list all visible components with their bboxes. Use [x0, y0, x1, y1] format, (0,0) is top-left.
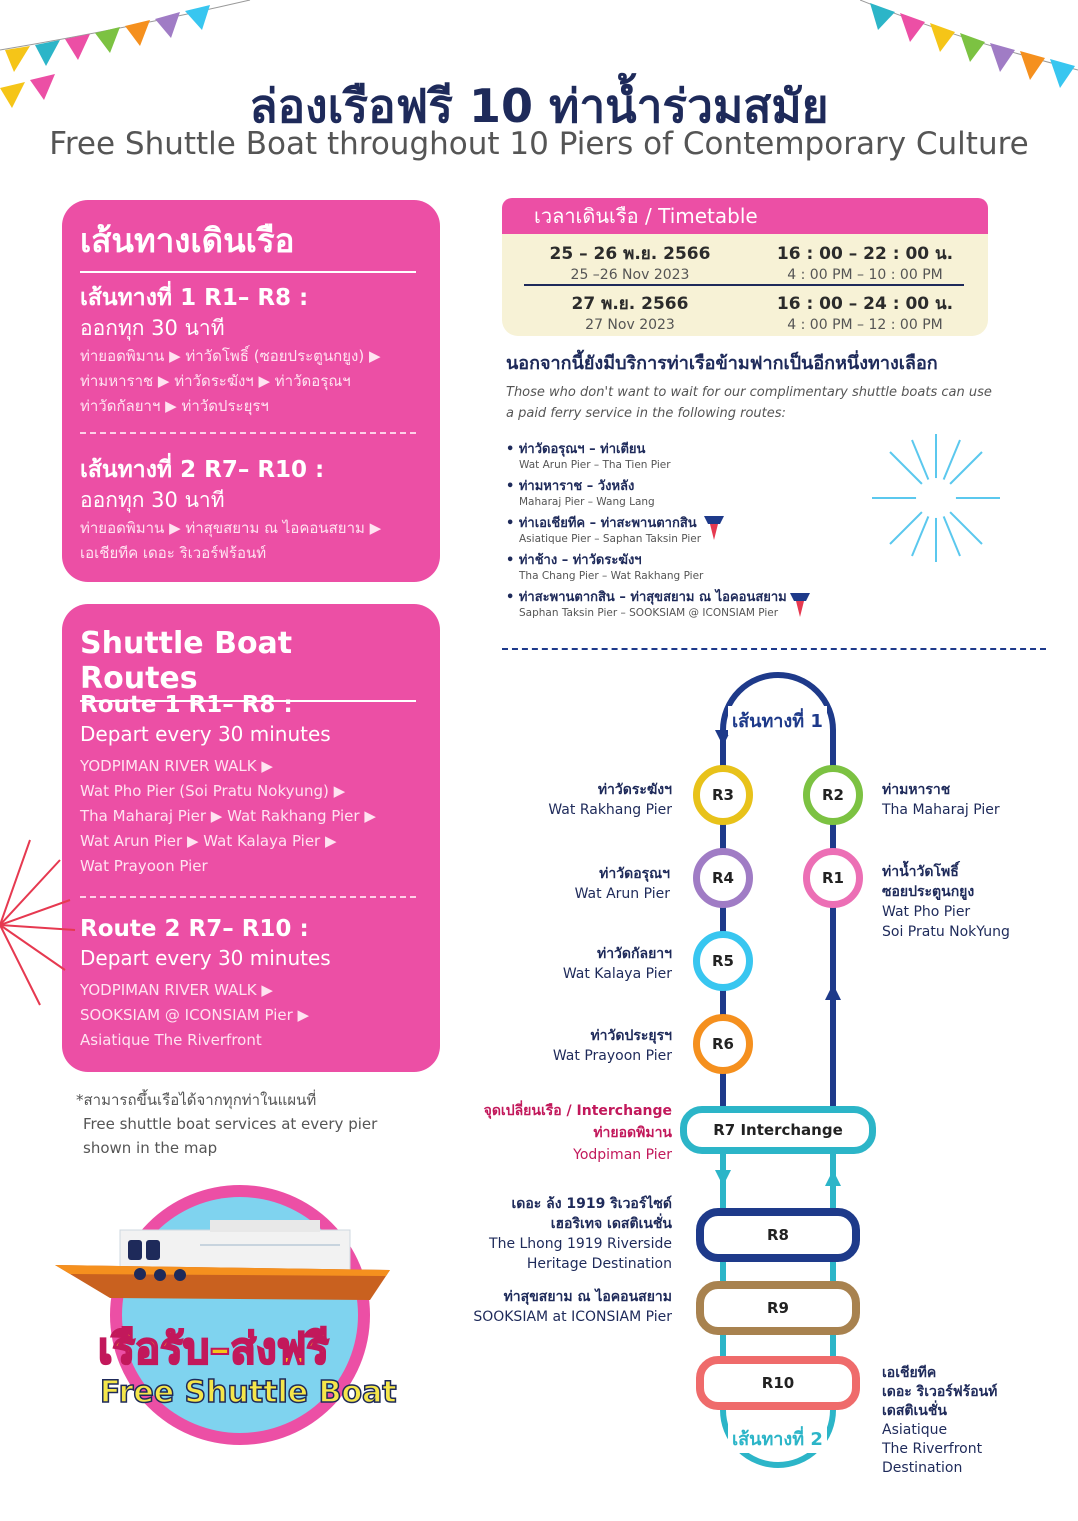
ferry-route-thai: ท่ามหาราช – วังหลัง	[518, 479, 635, 494]
pier-label-r4	[470, 864, 670, 904]
pier-label-r1	[882, 862, 1072, 942]
pier-label-english: Asiatique	[882, 1422, 948, 1438]
firework-right-decoration	[868, 430, 1004, 566]
english-route1-frequency: Depart every 30 minutes	[80, 722, 331, 746]
pier-label-r8	[440, 1194, 672, 1274]
ferry-heading: นอกจากนี้ยังมีบริการท่าเรือข้ามฟากเป็นอีกหนึ่งทางเลือก	[506, 353, 938, 374]
page-title-thai: ล่องเรือฟรี 10 ท่าน้ำร่วมสมัย	[249, 79, 829, 133]
pier-label-english: SOOKSIAM at ICONSIAM Pier	[473, 1309, 672, 1325]
pier-label-thai: ท่ายอดพิมาน	[593, 1125, 672, 1141]
ferry-route-thai: ท่าสะพานตากสิน – ท่าสุขสยาม ณ ไอคอนสยาม	[518, 590, 787, 605]
thai-route2-title: เส้นทางที่ 2 R7– R10 :	[80, 457, 325, 483]
free-shuttle-boat-logo	[50, 1180, 400, 1480]
ferry-route-english: Asiatique Pier – Saphan Taksin Pier	[519, 533, 702, 545]
english-route2-stops-line: YODPIMAN RIVER WALK ▶	[80, 981, 273, 999]
thai-routes-heading: เส้นทางเดินเรือ	[80, 214, 416, 273]
footnote-english-line: shown in the map	[83, 1139, 218, 1157]
ferry-route-thai: ท่าช้าง – ท่าวัดระฆังฯ	[518, 553, 642, 568]
english-route1-title: Route 1 R1– R8 :	[80, 692, 293, 718]
english-route1-stops-line: Tha Maharaj Pier ▶ Wat Rakhang Pier ▶	[80, 807, 376, 825]
thai-route1-stops-line: ท่ามหาราช ▶ ท่าวัดระฆังฯ ▶ ท่าวัดอรุณฯ	[80, 372, 351, 390]
english-route1-stops-line: Wat Prayoon Pier	[80, 857, 208, 875]
thai-route2-frequency: ออกทุก 30 นาที	[80, 488, 225, 512]
pier-label-english: Wat Rakhang Pier	[548, 802, 672, 818]
thai-route1-title: เส้นทางที่ 1 R1– R8 :	[80, 285, 309, 311]
timetable-time-thai: 16 : 00 – 24 : 00 น.	[776, 294, 954, 314]
pier-label-r6	[470, 1026, 672, 1066]
pier-label-thai: เดสติเนชั่น	[882, 1403, 947, 1419]
timetable-date-thai: 27 พ.ย. 2566	[571, 294, 689, 314]
ferry-route-item: • ท่าช้าง – ท่าวัดระฆังฯ Tha Chang Pier – Wat Rakhang Pier	[506, 549, 836, 586]
pier-node-r7-interchange[interactable]: R7 Interchange	[680, 1106, 876, 1154]
pier-node-r4[interactable]: R4	[693, 848, 753, 908]
pier-label-english: Wat Kalaya Pier	[562, 966, 672, 982]
timetable-card	[502, 198, 988, 336]
pier-label-english: Wat Pho Pier	[882, 904, 971, 920]
ferry-operator-icon	[788, 591, 812, 619]
pier-node-r1[interactable]: R1	[803, 848, 863, 908]
pier-label-thai: จุดเปลี่ยนเรือ / Interchange	[483, 1103, 672, 1119]
pier-label-thai: ท่าวัดอรุณฯ	[599, 866, 670, 882]
ferry-route-item: • ท่ามหาราช – วังหลัง Maharaj Pier – Wang Lang	[506, 475, 836, 512]
pier-label-r9	[440, 1287, 672, 1327]
timetable-date-english: 25 –26 Nov 2023	[570, 267, 690, 283]
pier-label-thai: ท่าสุขสยาม ณ ไอคอนสยาม	[503, 1289, 672, 1305]
logo-text-thai: เรือรับ–ส่งฟรี	[98, 1324, 329, 1373]
pier-label-thai: เดอะ ริเวอร์ฟร้อนท์	[882, 1384, 998, 1400]
pier-node-r8[interactable]: R8	[696, 1208, 860, 1262]
pier-label-thai: ท่าวัดประยุรฯ	[590, 1028, 672, 1044]
pier-label-thai: เดอะ ล้ง 1919 ริเวอร์ไซด์	[511, 1196, 672, 1212]
footnote-thai: *สามารถขึ้นเรือได้จากทุกท่าในแผนที่	[76, 1091, 317, 1109]
thai-route1-frequency: ออกทุก 30 นาที	[80, 316, 225, 340]
pier-label-thai: ซอยประตูนกยูง	[882, 884, 975, 900]
ferry-route-english: Wat Arun Pier – Tha Tien Pier	[519, 459, 671, 471]
ferry-route-item: • ท่าสะพานตากสิน – ท่าสุขสยาม ณ ไอคอนสยาม Saphan Taksin Pier – SOOKSIAM @ ICONSIAM Pier	[506, 586, 836, 623]
pier-label-r2	[882, 780, 1072, 820]
pier-label-r7	[430, 1100, 672, 1166]
pier-label-r10	[882, 1364, 1072, 1478]
pier-node-r6[interactable]: R6	[693, 1014, 753, 1074]
pier-label-thai: ท่าน้ำวัดโพธิ์	[882, 864, 959, 880]
timetable-time-english: 4 : 00 PM – 12 : 00 PM	[787, 317, 943, 333]
divider	[80, 896, 416, 898]
pier-label-english: Heritage Destination	[526, 1256, 672, 1272]
english-route1-stops-line: Wat Pho Pier (Soi Pratu Nokyung) ▶	[80, 782, 346, 800]
pier-label-thai: เอเชียทีค	[882, 1365, 937, 1381]
route2-map-label: เส้นทางที่ 2	[728, 1424, 827, 1453]
pier-label-english: Yodpiman Pier	[573, 1147, 672, 1163]
english-route2-frequency: Depart every 30 minutes	[80, 946, 331, 970]
timetable-date-thai: 25 – 26 พ.ย. 2566	[549, 244, 711, 264]
timetable-time-english: 4 : 00 PM – 10 : 00 PM	[787, 267, 943, 283]
firework-left-decoration	[0, 820, 80, 1030]
english-route2-title: Route 2 R7– R10 :	[80, 916, 309, 942]
pier-node-r9[interactable]: R9	[696, 1281, 860, 1335]
thai-route2-stops-line: ท่ายอดพิมาน ▶ ท่าสุขสยาม ณ ไอคอนสยาม ▶	[80, 519, 382, 537]
ferry-route-thai: ท่าวัดอรุณฯ – ท่าเตียน	[518, 442, 646, 457]
logo-text-english: Free Shuttle Boat	[100, 1375, 397, 1410]
pier-label-english: Destination	[882, 1460, 963, 1476]
footnote-english-line: Free shuttle boat services at every pier	[83, 1115, 378, 1133]
english-routes-heading: Shuttle Boat Routes	[80, 626, 416, 702]
pier-label-r3	[470, 780, 672, 820]
timetable-divider	[524, 284, 964, 286]
pier-label-english: The Riverfront	[882, 1441, 983, 1457]
divider	[80, 432, 416, 434]
pier-node-r10[interactable]: R10	[696, 1356, 860, 1410]
section-divider	[502, 648, 1046, 650]
thai-route1-stops-line: ท่าวัดกัลยาฯ ▶ ท่าวัดประยุรฯ	[80, 397, 269, 415]
pier-label-thai: ท่าวัดกัลยาฯ	[596, 946, 672, 962]
ferry-route-english: Maharaj Pier – Wang Lang	[519, 496, 655, 508]
pier-label-thai: ท่ามหาราช	[882, 782, 951, 798]
pier-label-thai: เฮอริเทจ เดสติเนชั่น	[550, 1216, 672, 1232]
ferry-intro-line: a paid ferry service in the following routes:	[506, 406, 786, 421]
english-route1-stops-line: Wat Arun Pier ▶ Wat Kalaya Pier ▶	[80, 832, 337, 850]
pier-node-r5[interactable]: R5	[693, 931, 753, 991]
pier-label-english: Tha Maharaj Pier	[882, 802, 1000, 818]
thai-routes-card	[62, 200, 440, 582]
english-routes-card	[62, 604, 440, 1072]
thai-route1-stops-line: ท่ายอดพิมาน ▶ ท่าวัดโพธิ์ (ซอยประตูนกยูง) ▶	[80, 347, 381, 365]
ferry-route-item: • ท่าวัดอรุณฯ – ท่าเตียน Wat Arun Pier – Tha Tien Pier	[506, 438, 836, 475]
english-route2-stops-line: Asiatique The Riverfront	[80, 1031, 262, 1049]
ferry-operator-icon	[702, 514, 726, 542]
pier-label-english: Soi Pratu NokYung	[882, 924, 1010, 940]
pier-label-r5	[470, 944, 672, 984]
timetable-time-thai: 16 : 00 – 22 : 00 น.	[776, 244, 954, 264]
pier-label-english: Wat Prayoon Pier	[552, 1048, 672, 1064]
ferry-intro-line: Those who don't want to wait for our complimentary shuttle boats can use	[506, 385, 992, 400]
timetable-header: เวลาเดินเรือ / Timetable	[502, 198, 988, 234]
timetable-date-english: 27 Nov 2023	[585, 317, 675, 333]
pier-label-english: Wat Arun Pier	[574, 886, 670, 902]
pier-label-thai: ท่าวัดระฆังฯ	[597, 782, 672, 798]
pier-node-r3[interactable]: R3	[693, 765, 753, 825]
route1-map-label: เส้นทางที่ 1	[728, 706, 827, 735]
english-route2-stops-line: SOOKSIAM @ ICONSIAM Pier ▶	[80, 1006, 310, 1024]
pier-label-english: The Lhong 1919 Riverside	[489, 1236, 672, 1252]
ferry-route-item: • ท่าเอเชียทีค – ท่าสะพานตากสิน Asiatique Pier – Saphan Taksin Pier	[506, 512, 836, 549]
ferry-route-thai: ท่าเอเชียทีค – ท่าสะพานตากสิน	[518, 516, 697, 531]
ferry-route-english: Saphan Taksin Pier – SOOKSIAM @ ICONSIAM Pier	[519, 607, 779, 619]
thai-route2-stops-line: เอเชียทีค เดอะ ริเวอร์ฟร้อนท์	[80, 544, 267, 562]
page-title-english: Free Shuttle Boat throughout 10 Piers of Contemporary Culture	[49, 126, 1029, 162]
english-route1-stops-line: YODPIMAN RIVER WALK ▶	[80, 757, 273, 775]
ferry-route-english: Tha Chang Pier – Wat Rakhang Pier	[519, 570, 704, 582]
pier-node-r2[interactable]: R2	[803, 765, 863, 825]
